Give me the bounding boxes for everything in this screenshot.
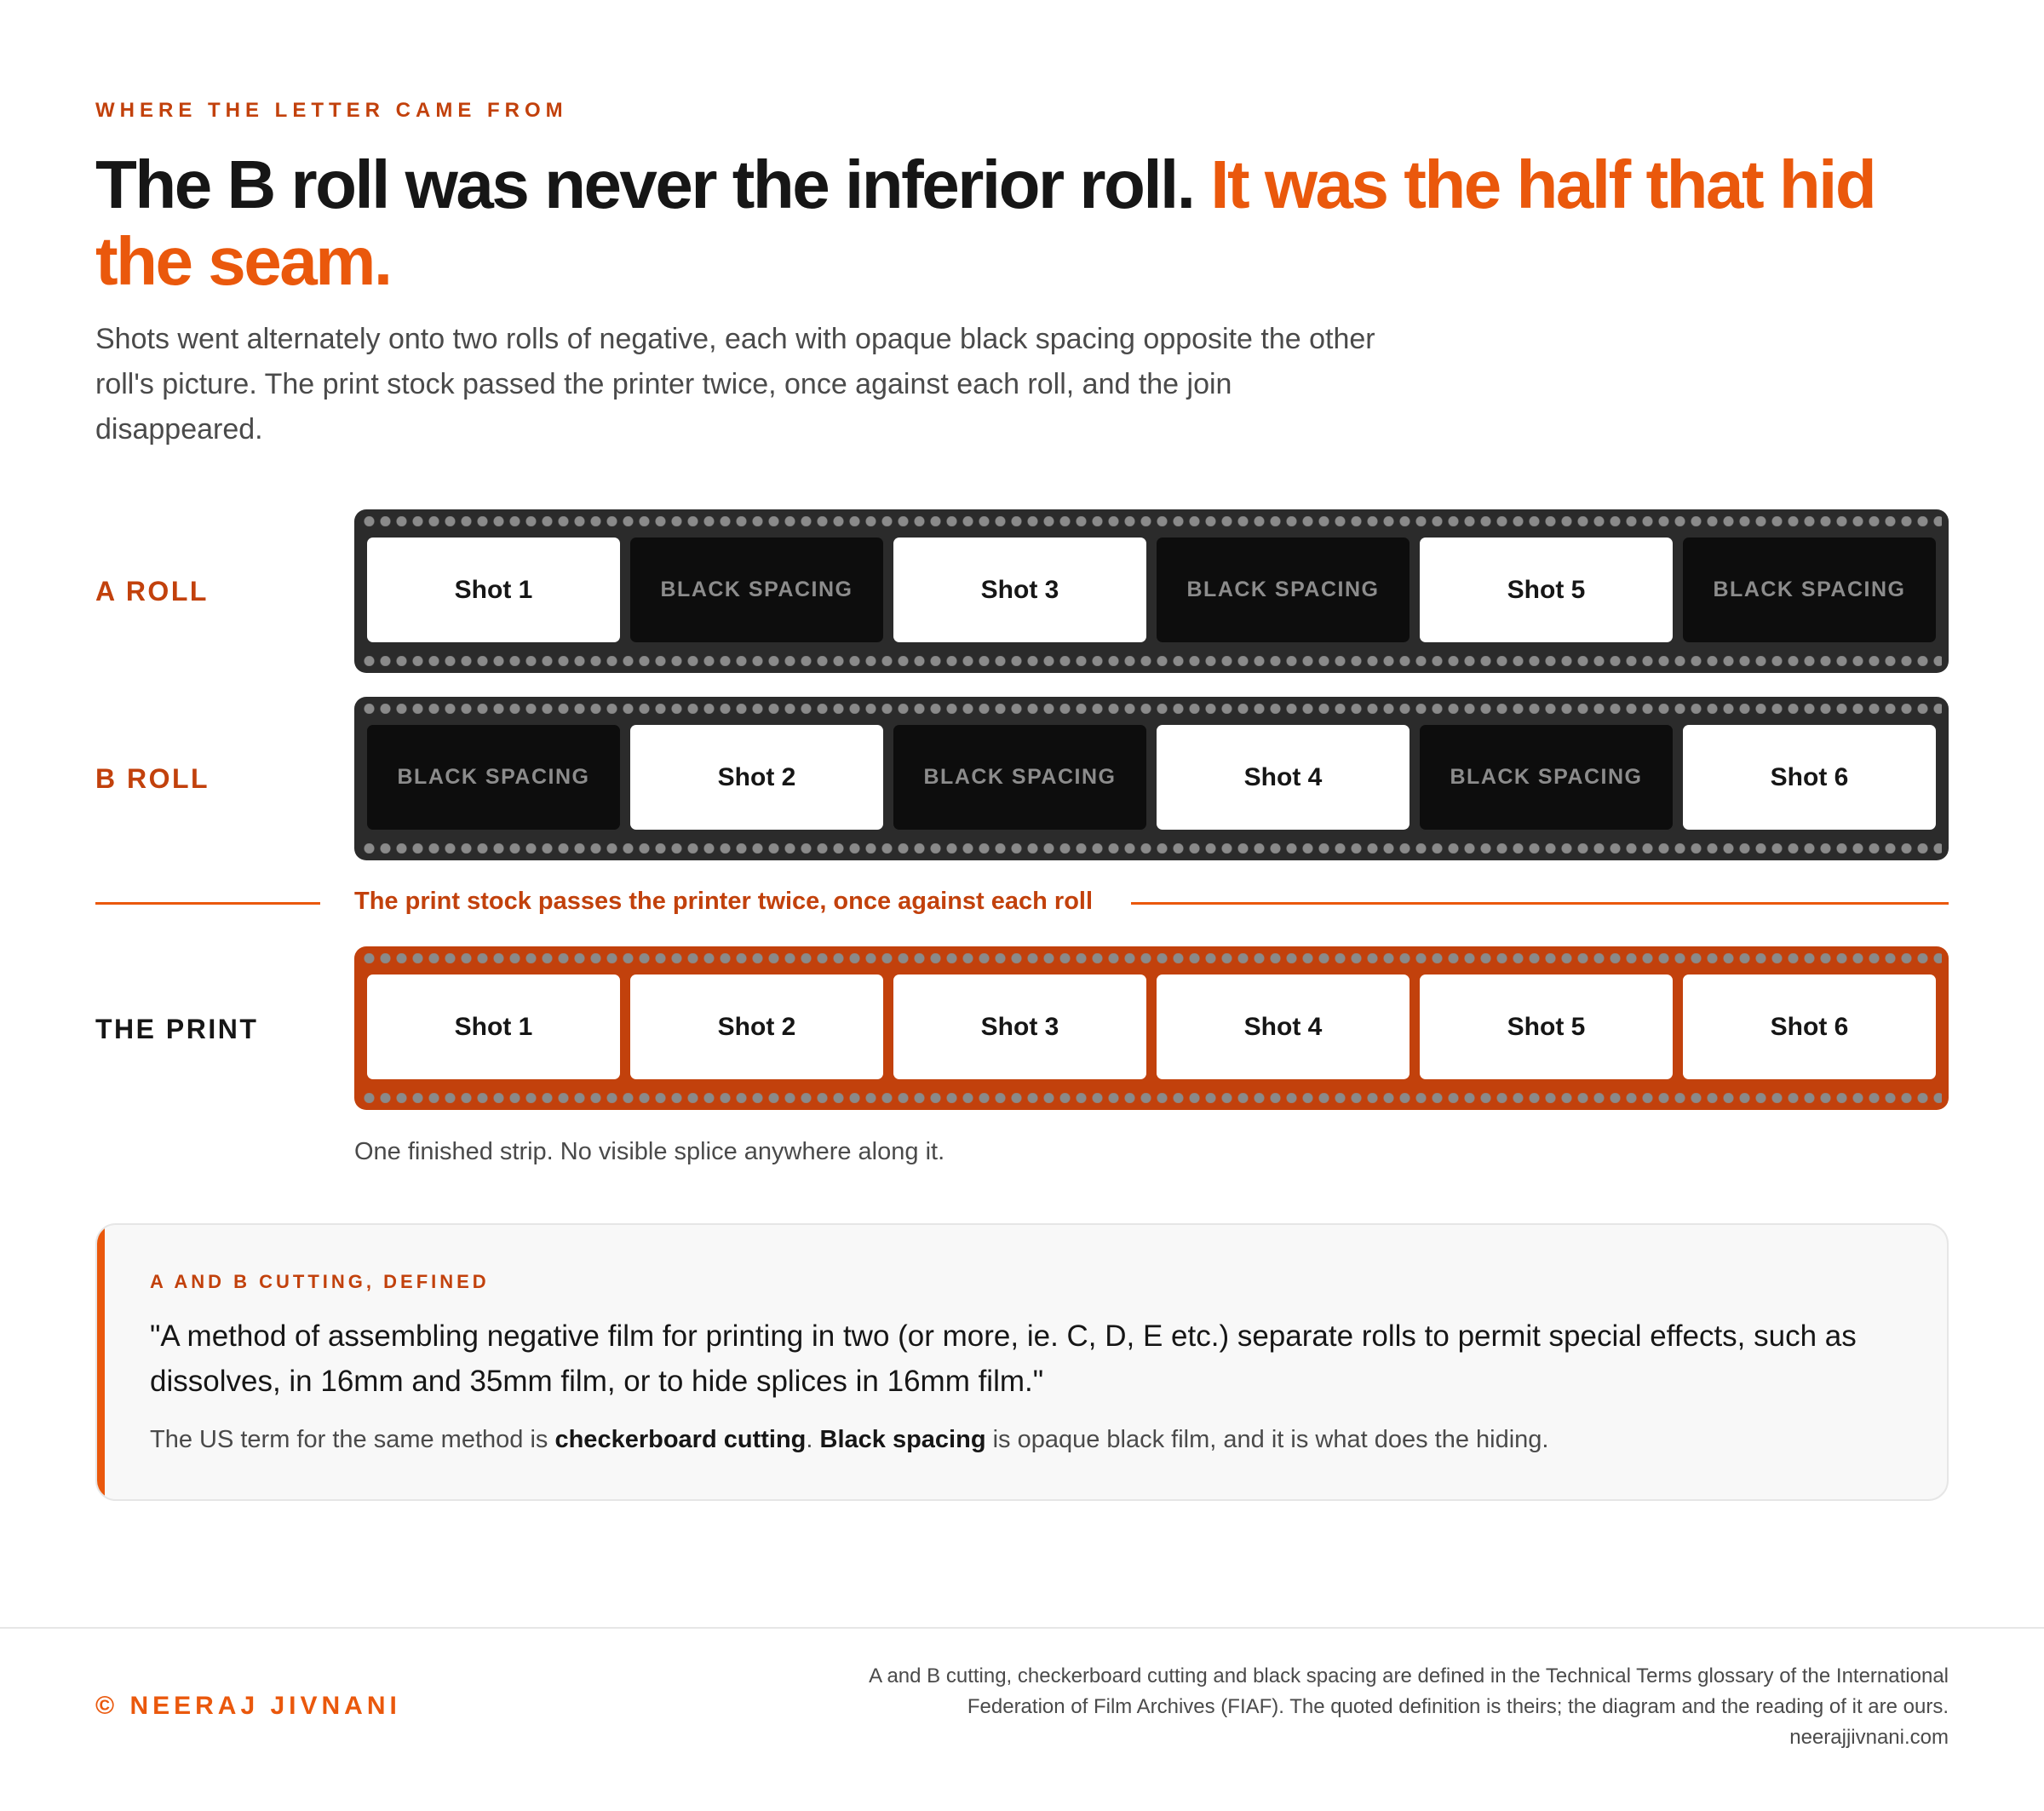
- term-black-spacing: Black spacing: [819, 1426, 986, 1453]
- frame-shot: Shot 2: [630, 725, 883, 830]
- row-label-a-roll: A ROLL: [95, 576, 209, 607]
- perforations-top: [361, 704, 1942, 714]
- headline-main: The B roll was never the inferior roll.: [95, 147, 1194, 222]
- headline: [95, 147, 1978, 300]
- row-label-b-roll: B ROLL: [95, 763, 210, 794]
- frames-a-roll: [367, 538, 1936, 642]
- definition-box: [95, 1223, 1949, 1501]
- frame-shot: Shot 4: [1157, 974, 1410, 1079]
- print-caption: One finished strip. No visible splice anywhere along it.: [354, 1138, 945, 1165]
- frame-black-spacing: BLACK SPACING: [1683, 538, 1936, 642]
- frame-black-spacing: BLACK SPACING: [1157, 538, 1410, 642]
- frames-print: [367, 974, 1936, 1079]
- frames-b-roll: [367, 725, 1936, 830]
- frame-shot: Shot 4: [1157, 725, 1410, 830]
- perforations-top: [361, 516, 1942, 526]
- row-label-print: THE PRINT: [95, 1014, 259, 1044]
- definition-eyebrow: A AND B CUTTING, DEFINED: [150, 1271, 490, 1292]
- perforations-bottom: [361, 1093, 1942, 1103]
- film-strip-a-roll: [354, 509, 1949, 673]
- frame-shot: Shot 6: [1683, 974, 1936, 1079]
- divider-line-right: [1131, 902, 1949, 905]
- definition-accent-bar: [97, 1225, 105, 1499]
- frame-shot: Shot 1: [367, 538, 620, 642]
- frame-shot: Shot 1: [367, 974, 620, 1079]
- perforations-bottom: [361, 843, 1942, 854]
- term-checkerboard-cutting: checkerboard cutting: [554, 1426, 807, 1453]
- footer-source-line: A and B cutting, checkerboard cutting and black spacing are defined in the Technical Terms glossary of the International: [869, 1664, 1949, 1687]
- frame-shot: Shot 5: [1420, 974, 1673, 1079]
- definition-note: [150, 1426, 1904, 1454]
- definition-quote: "A method of assembling negative film for printing in two (or more, ie. C, D, E etc.) separate rolls to permit special effects, such as dissolves, in 16mm and 35mm film, or to hide splices in 16mm film.": [150, 1319, 1857, 1398]
- divider-line-left: [95, 902, 320, 905]
- frame-black-spacing: BLACK SPACING: [893, 725, 1146, 830]
- divider-text: The print stock passes the printer twice, once against each roll: [354, 888, 1094, 915]
- frame-shot: Shot 3: [893, 538, 1146, 642]
- definition-note-text: .: [806, 1426, 820, 1453]
- headline-accent: It was the half that hid the seam.: [95, 147, 1875, 299]
- frame-shot: Shot 3: [893, 974, 1146, 1079]
- frame-shot: Shot 6: [1683, 725, 1936, 830]
- footer-source-line: Federation of Film Archives (FIAF). The quoted definition is theirs; the diagram and the reading of it are ours.: [967, 1695, 1949, 1718]
- perforations-bottom: [361, 656, 1942, 666]
- frame-shot: Shot 2: [630, 974, 883, 1079]
- footer-site: neerajjivnani.com: [1789, 1726, 1949, 1749]
- perforations-top: [361, 953, 1942, 963]
- footer-divider: [0, 1627, 2044, 1629]
- lede: Shots went alternately onto two rolls of negative, each with opaque black spacing opposite the other roll's picture. The print stock passed the printer twice, once against each roll, and the join disappeared.: [95, 323, 1375, 446]
- frame-black-spacing: BLACK SPACING: [1420, 725, 1673, 830]
- frame-black-spacing: BLACK SPACING: [367, 725, 620, 830]
- definition-note-text: The US term for the same method is: [150, 1426, 555, 1453]
- film-strip-print: [354, 946, 1949, 1110]
- film-strip-b-roll: [354, 697, 1949, 860]
- definition-note-text: is opaque black film, and it is what does the hiding.: [985, 1426, 1549, 1453]
- footer-source-note: [671, 1661, 1949, 1753]
- eyebrow: WHERE THE LETTER CAME FROM: [95, 99, 568, 122]
- footer-brand: © NEERAJ JIVNANI: [95, 1692, 401, 1720]
- frame-black-spacing: BLACK SPACING: [630, 538, 883, 642]
- frame-shot: Shot 5: [1420, 538, 1673, 642]
